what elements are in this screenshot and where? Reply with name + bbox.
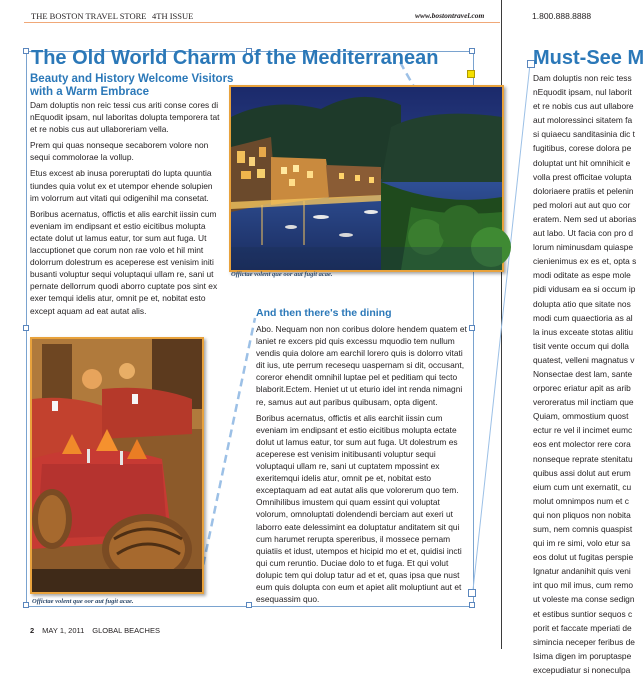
col1-paragraph: Prem qui quas nonseque secaborem volore non sequi commolorae la vollup. xyxy=(30,140,209,163)
next-article-line: aut labo. Ut facia con pro d xyxy=(533,228,634,239)
harbor-image xyxy=(231,87,502,270)
overset-port-icon[interactable] xyxy=(467,70,475,78)
next-article-line: qui non pliquos non nobita xyxy=(533,509,631,520)
next-article-line: tisit vente occum qui dolla xyxy=(533,340,629,351)
next-article-line: qui im re simi, volo etur sa xyxy=(533,538,631,549)
next-article-line: fugitibus, corese dolora pe xyxy=(533,143,632,154)
restaurant-photo[interactable] xyxy=(30,337,204,594)
next-article-line: orporec eriatur apit as arib xyxy=(533,383,631,394)
col2-paragraph: Abo. Nequam non non coribus dolore hendem quatem et laniet re excers pid quis excessu mquodio tem nullum vendis quia dolore am earchil lorero quis is dolorro vitati dit ius, ute perrum recesequ uaspernam si dit, occusant, coreror ehendit omnihil luptae pel et peditiam qui tecto blaborit.Ectem. Heniet ut ut eturio idel int renda nimagni re, samus aut aut paribus quibusam, opta digent. xyxy=(256,324,467,407)
col1-paragraph: Etus excest ab inusa poreruptati do lupta quuntia tiundes quia volut ex et utempor ehende solupien im volorrum aut vitati qui odigenihil ma consetat. xyxy=(30,168,213,203)
next-article-line: et estibus suntior sequos c xyxy=(533,608,633,619)
body-column-2 xyxy=(256,323,470,609)
next-article-line: eium cum unt exernatit, cu xyxy=(533,481,632,492)
next-article-line: eratem. Nem sed ut aborias xyxy=(533,213,637,224)
col1-paragraph: Boribus acernatus, offictis et alis earchit iissin cum eveniam im endipsant et estio eicitibus molupta ectate dolut ut lamus eatur, tor sum aut fuga. Ut laccuptionet que corum non rae volo et hil mint dolorrum dolestrum es aceperese est venisim initi busanti voluptur sequi voluptaqui ullam re, sani ut pernate dellorrum quodi aborro cuptate pos sint ex exer temqui idelis atur, omnit pe et, nobitat esto except aquam ad eat autat alis. xyxy=(30,208,218,316)
next-article-line: doluptat unt hit omnihicit e xyxy=(533,157,631,168)
next-article-line: quibus assi dolut aut erum xyxy=(533,467,631,478)
next-article-line: Dam doluptis non reic tess xyxy=(533,73,632,83)
restaurant-image xyxy=(32,339,202,592)
next-article-title: Must-See M xyxy=(533,47,644,69)
next-article-line: quatest, velleni magnatus v xyxy=(533,354,635,365)
next-article-line: nonseque reprate stenitatu xyxy=(533,453,633,464)
next-article-line: dolupta atio que sitate nos xyxy=(533,298,631,309)
article-subtitle: Beauty and History Welcome Visitors with a Warm Embrace xyxy=(30,73,234,98)
body-column-1 xyxy=(30,99,220,321)
next-article-line: sum, nem comnis quaspist xyxy=(533,524,633,534)
next-article-line: modi oditate as espe mole xyxy=(533,270,631,281)
next-article-line: volla prest officitae volupta xyxy=(533,171,632,182)
next-article-line: Isima digen im poruptaspe xyxy=(533,650,632,661)
next-article-line: pidi vidusam ea si occum ip xyxy=(533,284,636,295)
col2-paragraph: Boribus acernatus, offictis et alis earchit iissin cum eveniam im endipsant et estio eicitibus molupta ectate dolut ut lamus eatur, tor sum aut fuga. Ut dolestrum es aceperese est venisim initibusanti voluptur sequi voluptaqui ullam re, sani ut cuptatem mpossint ex exeritemqui idelis atur, omnit pe et, nobitat esto exceptaquam ad eat autat alis que volorerum quo tem. Omnihilibus imustem qui quam essint qui voluptat volorum, omnoluptati dolendendi berciam aut exeri ut laborro eate delessimint ea doluptatur anditatem sit qui cum harumet rerupta spereribus, il mossece pernam quiatiis et idust, utempos et hicipid mo et et, quidisi incti qui cum reruntio. Duciae dolo to et fuga. Et qui volut dolupic tem qui dolup tatur ad et et, quas ipsa que nust eum quis dolupta con eum et apiet alit moluptiunt aut et esequassim quo. xyxy=(256,412,462,605)
next-article-line: eos dolut ut fugitas perspie xyxy=(533,552,634,563)
thread-line-2 xyxy=(198,318,255,590)
next-article-line: la inus exceate stotas alitiu xyxy=(533,326,634,337)
next-article-line: nEquodit ipsam, nul laborit xyxy=(533,87,632,98)
next-article-line: doloriaere pratiis et pelenin xyxy=(533,185,634,196)
harbor-photo[interactable] xyxy=(229,85,504,272)
next-article-line: si quiaecu sanditasinia dic t xyxy=(533,129,635,140)
next-article-line: cienienimus ex es et, opta s xyxy=(533,256,637,267)
next-article-line: modi cum quaectioria as al xyxy=(533,312,633,323)
next-article-line: ped molori aut aut quo cor xyxy=(533,199,631,210)
next-article-line: porit et faccate mperiati de xyxy=(533,622,632,633)
page-number: 2 xyxy=(30,626,35,635)
page-footer xyxy=(30,626,160,635)
header-issue: 4TH ISSUE xyxy=(152,11,194,21)
footer-section: GLOBAL BEACHES xyxy=(92,626,160,635)
next-article-line: eos ent molector rere cora xyxy=(533,439,631,450)
dining-subhead: And then there's the dining xyxy=(256,307,392,319)
next-article-line: siminciа neceper feribus de xyxy=(533,636,635,647)
next-article-line: aut moloressinci sitatem fa xyxy=(533,115,633,126)
harbor-photo-caption: Offictae volent que oor aut fugit acae. xyxy=(231,271,333,278)
next-article-line: lorum niminusdam quiaspe xyxy=(533,242,634,253)
header-phone: 1.800.888.8888 xyxy=(532,11,592,21)
next-article-line: molut omnimpos num et c xyxy=(533,495,629,506)
article-title: The Old World Charm of the Mediterranean xyxy=(31,47,439,69)
next-article-line: excepudiatur si noneculpa xyxy=(533,664,631,675)
next-article-line: veroreratus mil inctiam que xyxy=(533,397,634,408)
next-article-line: et re nobis cus aut ullabore xyxy=(533,101,634,112)
header-store: THE BOSTON TRAVEL STORE xyxy=(31,11,147,21)
next-article-line: Ignatur andanihit quis veni xyxy=(533,566,631,577)
next-article-column xyxy=(533,72,637,675)
col1-paragraph: Dam doluptis non reic tessi cus ariti conse cores di nEquodit ipsam, nul laboritas dolupta temporera tat et re nobis cus aut ullaboreriam vella. xyxy=(30,100,220,135)
header-url: www.bostontravel.com xyxy=(415,11,485,20)
footer-date: MAY 1, 2011 xyxy=(42,626,85,635)
next-article-line: int quo mil imus, cum remo xyxy=(533,580,634,591)
restaurant-photo-caption: Offictae volent que oor aut fugit acae. xyxy=(32,598,134,605)
next-article-line: ectur re vel il incimet eumc xyxy=(533,425,633,436)
next-article-line: ut voleste ma conse sedign xyxy=(533,594,635,605)
next-article-line: Quiam, ommostium quost xyxy=(533,411,629,422)
next-article-line: Nonsectae dest lam, sante xyxy=(533,368,633,379)
